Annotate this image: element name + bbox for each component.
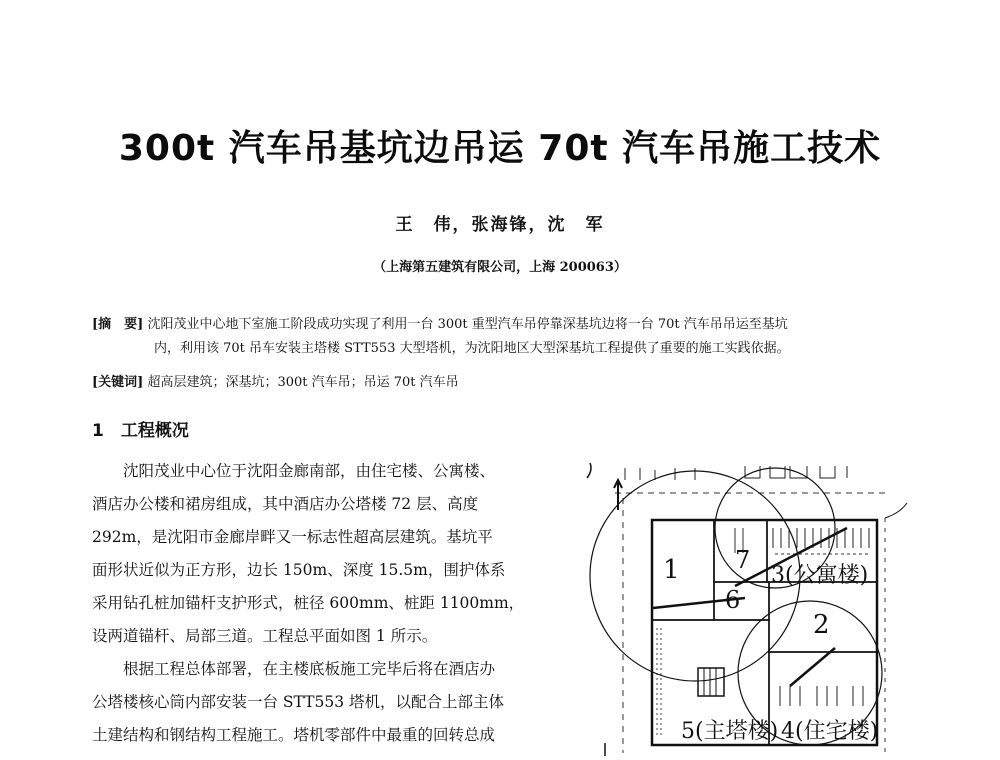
sketch-line xyxy=(587,463,591,478)
abstract-text-1: 沈阳茂业中心地下室施工阶段成功实现了利用一台 300t 重型汽车吊停靠深基坑边将一台 70t 汽车吊吊运至基坑 xyxy=(147,317,788,332)
building-label-1: 1 xyxy=(663,555,680,585)
body-line: 酒店办公楼和裙房组成，其中酒店办公塔楼 72 层、高度 xyxy=(92,495,479,513)
body-line: 土建结构和钢结构工程施工。塔机零部件中最重的回转总成 xyxy=(92,726,496,744)
body-line: 根据工程总体部署，在主楼底板施工完毕后将在酒店办 xyxy=(123,660,496,678)
body-line: 公塔楼核心筒内部安装一台 STT553 塔机，以配合上部主体 xyxy=(92,693,505,711)
building-label-6: 6 xyxy=(725,586,741,614)
building-label-5: 5(主塔楼) xyxy=(681,719,779,744)
building-label-4: 4(住宅楼) xyxy=(781,719,879,744)
site-plan-figure xyxy=(585,458,915,760)
keywords-text: 超高层建筑；深基坑；300t 汽车吊；吊运 70t 汽车吊 xyxy=(147,375,459,390)
section-heading: 1 工程概况 xyxy=(92,421,189,441)
keywords xyxy=(92,371,459,390)
body-line: 设两道锚杆、局部三道。工程总平面如图 1 所示。 xyxy=(92,627,438,645)
body-line: 面形状近似为正方形，边长 150m、深度 15.5m，围护体系 xyxy=(92,561,506,579)
hatch-lines xyxy=(657,628,661,738)
core-tube xyxy=(698,668,724,696)
boom-line xyxy=(790,648,835,686)
abstract-line-2: 内，利用该 70t 吊车安装主塔楼 STT553 大型塔机，为沈阳地区大型深基坑工程提供了重要的施工实践依据。 xyxy=(154,341,790,356)
sketch-line xyxy=(885,503,907,518)
building-label-2: 2 xyxy=(813,610,830,640)
north-arrow-icon xyxy=(614,480,622,510)
body-line: 292m，是沈阳市金廊岸畔又一标志性超高层建筑。基坑平 xyxy=(92,528,493,546)
body-line: 沈阳茂业中心位于沈阳金廊南部，由住宅楼、公寓楼、 xyxy=(123,462,496,480)
abstract xyxy=(92,313,922,361)
authors: 王 伟，张海锋，沈 军 xyxy=(395,215,605,235)
body-text xyxy=(92,455,560,752)
site-plan-drawing xyxy=(585,458,915,760)
keywords-label: [关键词] xyxy=(92,375,144,390)
abstract-line-1 xyxy=(92,313,922,337)
body-line: 采用钻孔桩加锚杆支护形式，桩径 600mm、桩距 1100mm， xyxy=(92,594,525,612)
hatch-lines xyxy=(780,686,863,706)
core-tube-hatch xyxy=(704,668,716,696)
affiliation: （上海第五建筑有限公司，上海 200063） xyxy=(373,260,627,275)
hatch-lines xyxy=(773,528,869,548)
building-label-7: 7 xyxy=(735,546,751,574)
abstract-label: [摘 要] xyxy=(92,317,144,332)
building-label-3: 3(公寓楼) xyxy=(771,563,869,588)
paper-title: 300t 汽车吊基坑边吊运 70t 汽车吊施工技术 xyxy=(118,128,882,169)
